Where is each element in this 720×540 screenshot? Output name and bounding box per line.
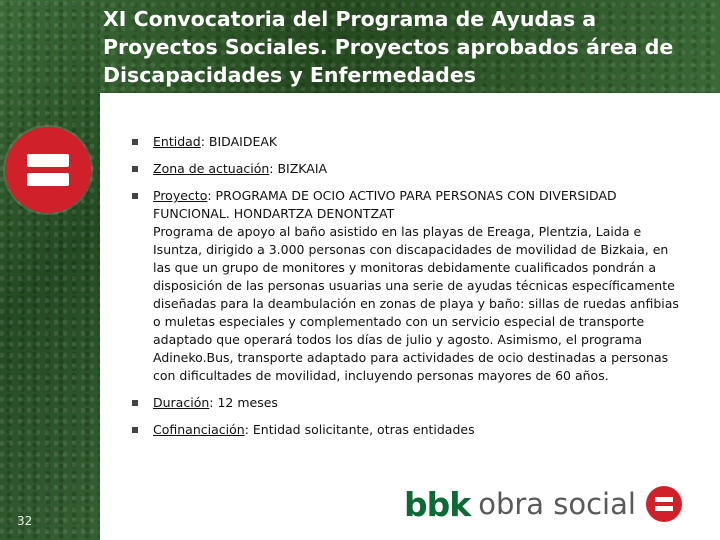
slide-title: XI Convocatoria del Programa de Ayudas a Proyectos Sociales. Proyectos aprobados área de Discapacidades y Enfermedades [103,7,674,87]
list-item-zona [132,160,687,178]
square-bullet-icon [132,139,138,145]
list-item-proyecto [132,187,687,385]
duracion-value: : 12 meses [209,395,278,410]
entidad-label: Entidad [153,134,201,149]
project-details-list [132,133,687,439]
brand-name: bbk [404,484,471,524]
square-bullet-icon [132,193,138,199]
list-item-entidad [132,133,687,151]
square-bullet-icon [132,166,138,172]
entidad-value: : BIDAIDEAK [200,134,278,149]
proyecto-label: Proyecto [153,188,208,203]
square-bullet-icon [132,427,138,433]
duracion-label: Duración [153,395,210,410]
bbk-obra-social-logo [404,486,682,522]
square-bullet-icon [132,400,138,406]
cofinanciacion-label: Cofinanciación [153,422,245,437]
cofinanciacion-value: : Entidad solicitante, otras entidades [244,422,475,437]
zona-label: Zona de actuación [153,161,270,176]
zona-value: : BIZKAIA [269,161,328,176]
proyecto-value: : PROGRAMA DE OCIO ACTIVO PARA PERSONAS CON DIVERSIDAD FUNCIONAL. HONDARTZA DENONTZAT [153,188,617,221]
proyecto-description: Programa de apoyo al baño asistido en las playas de Ereaga, Plentzia, Laida e Isuntza, dirigido a 3.000 personas con discapacidades de movilidad de Bizkaia, en las que un grupo de monitores y monitoras debidamente cualificados pondrán a disposición de las personas usuarias una serie de ayudas técnicas específicamente diseñadas para la deambulación en zonas de playa y baño: sillas de ruedas anfibias o muletas especiales y complementado con un servicio especial de transporte adaptado que operará todos los días de julio y agosto. Asimismo, el programa Adineko.Bus, transporte adaptado para actividades de ocio destinadas a personas con dificultades de movilidad, incluyendo personas mayores de 60 años. [153,224,679,383]
list-item-cofinanciacion [132,421,687,439]
sidebar-band [0,0,100,540]
bbk-equals-logo-icon [5,127,91,213]
page-number: 32 [17,514,33,528]
brand-suffix: obra social [478,487,636,521]
bbk-small-logo-icon [646,486,682,522]
list-item-duracion [132,394,687,412]
